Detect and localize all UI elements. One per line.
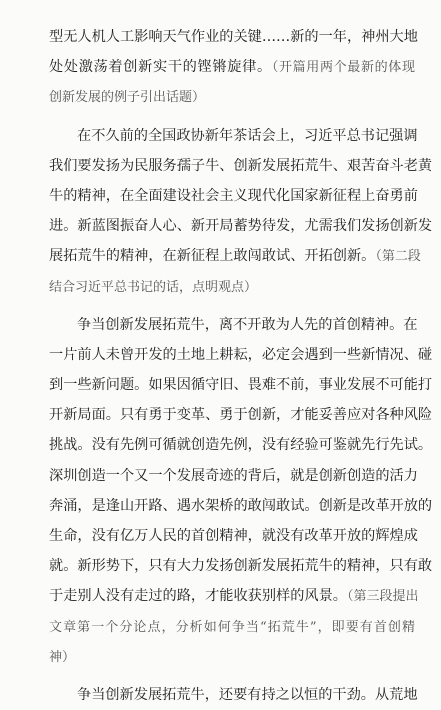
line-text: 我们要发扬为民服务孺子牛、创新发展拓荒牛、艰苦奋斗老黄: [49, 157, 433, 174]
line-text: 进。新蓝图振奋人心、新开局蓄势待发，尤需我们发扬创新发: [49, 218, 433, 235]
line-text: 奔涌，是逢山开路、遇水架桥的敢闯敢试。创新是改革开放的: [49, 497, 433, 514]
line-text: 到一些新问题。如果因循守旧、畏难不前，事业发展不可能打: [49, 377, 433, 394]
line-text: 就。新形势下，只有大力发扬创新发展拓荒牛的精神，只有敢: [49, 558, 433, 575]
paragraph-1: [49, 22, 418, 113]
paragraph-4: [49, 680, 418, 710]
text-line: [49, 340, 433, 370]
text-line: [49, 82, 415, 112]
line-text: 牛的精神，在全面建设社会主义现代化国家新征程上奋勇前: [49, 187, 418, 204]
text-line: [49, 430, 433, 460]
text-line: [49, 181, 418, 211]
line-text: 深圳创造一个又一个发展奇迹的背后，就是创新创造的活力: [49, 467, 418, 484]
text-line: [49, 121, 418, 151]
text-line: [49, 461, 418, 491]
line-text: 型无人机人工影响天气作业的关键……新的一年，神州大地: [49, 29, 418, 45]
text-line: [49, 680, 418, 710]
line-text: 展拓荒牛的精神，在新征程上敢闯敢试、开拓创新。: [49, 248, 376, 265]
text-line: [49, 241, 421, 271]
annotation-note: （第二段: [375, 249, 421, 265]
line-text: 争当创新发展拓荒牛，还要有持之以恒的干劲。从荒地: [77, 686, 418, 703]
text-line: [49, 211, 433, 241]
text-line: [49, 491, 433, 521]
line-text: 在不久前的全国政协新年茶话会上，习近平总书记强调: [77, 127, 418, 144]
text-line: [49, 521, 418, 551]
text-line: [49, 370, 433, 400]
line-text: 生命，没有亿万人民的首创精神，就没有改革开放的辉煌成: [49, 528, 418, 544]
line-text: 一片前人未曾开发的土地上耕耘，必定会遇到一些新情况、碰: [49, 346, 433, 363]
line-text: 于走别人没有走过的路，才能收获别样的风景。: [49, 588, 347, 605]
line-text: 处处激荡着创新实干的铿锵旋律。: [49, 59, 272, 76]
text-line: [49, 581, 419, 611]
annotation-note: 文章第一个分论点，分析如何争当“拓荒牛”，即要有首创精: [49, 619, 415, 635]
annotation-note: 神）: [49, 649, 76, 665]
paragraph-3: [49, 310, 433, 672]
line-text: 开新局面。只有勇于变革、勇于创新，才能妥善应对各种风险: [49, 407, 433, 424]
text-line: [49, 272, 415, 302]
text-line: [49, 642, 415, 672]
line-text: 争当创新发展拓荒牛，离不开敢为人先的首创精神。在: [77, 316, 418, 333]
text-line: [49, 310, 418, 340]
annotation-note: （开篇用两个最新的体现: [271, 60, 415, 76]
annotation-note: 结合习近平总书记的话，点明观点）: [49, 279, 258, 295]
text-line: [49, 22, 418, 52]
text-line: [49, 551, 433, 581]
text-line: [49, 612, 415, 642]
text-line: [49, 52, 415, 82]
line-text: 挑战。没有先例可循就创造先例，没有经验可鉴就先行先试。: [49, 437, 433, 454]
text-line: [49, 151, 433, 181]
annotation-note: 创新发展的例子引出话题）: [49, 90, 206, 106]
annotation-note: （第三段提出: [346, 589, 419, 605]
text-line: [49, 400, 433, 430]
paragraph-2: [49, 121, 433, 302]
